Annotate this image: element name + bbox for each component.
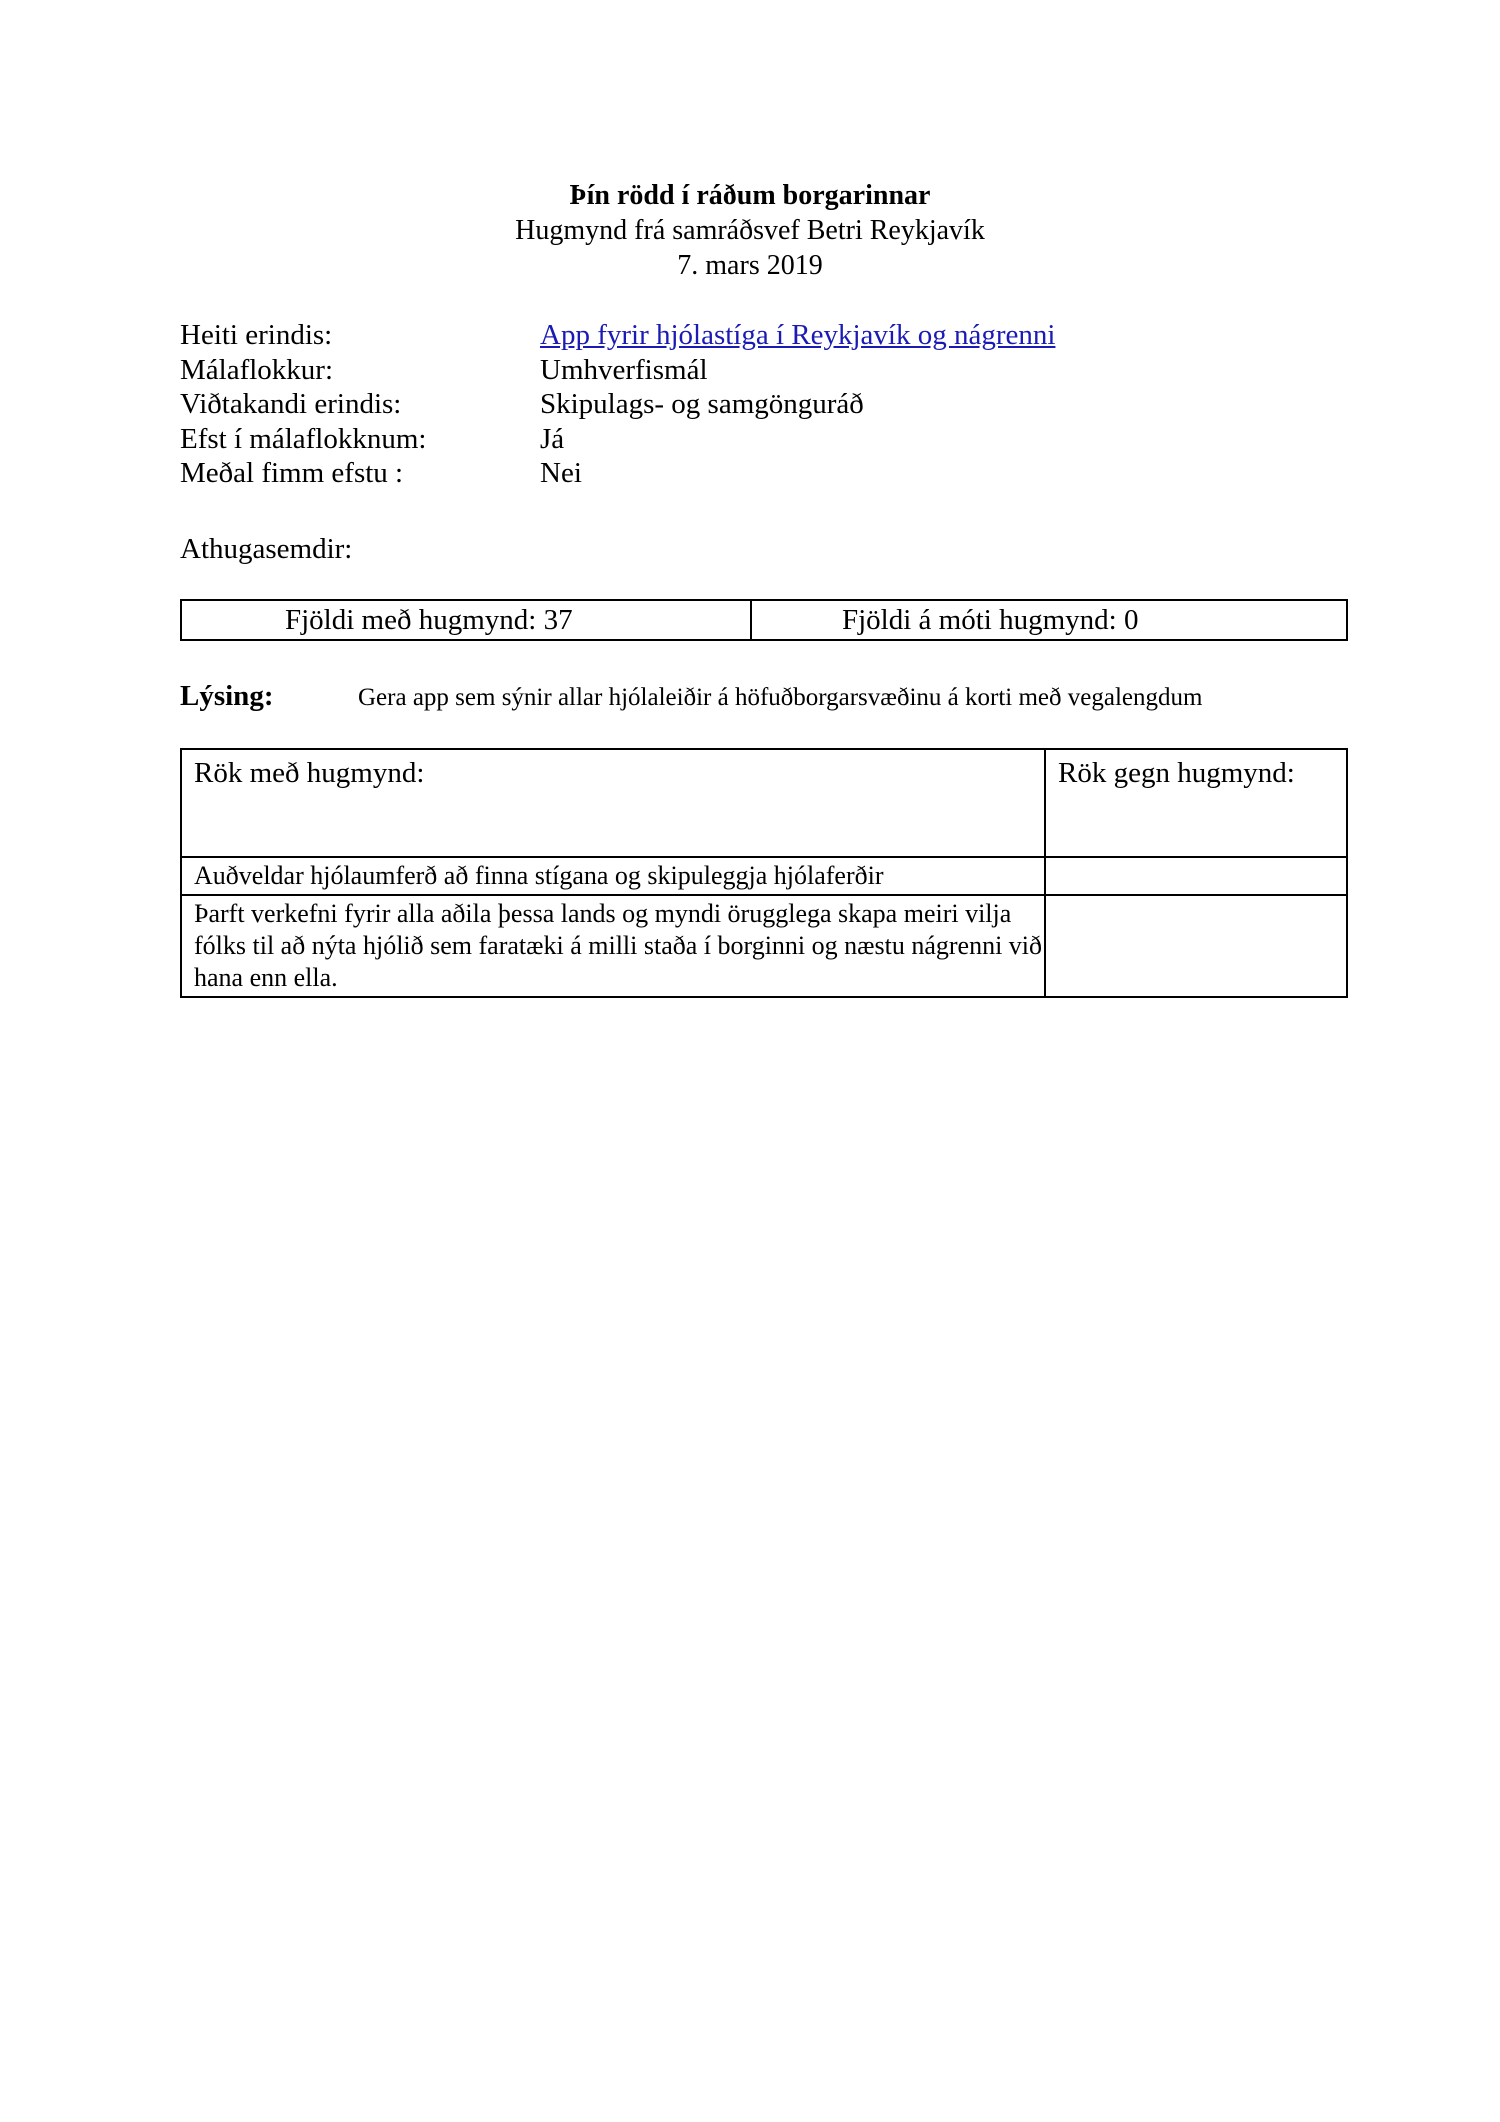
meta-label: Efst í málaflokknum: [180, 422, 427, 455]
document-date: 7. mars 2019 [677, 250, 823, 281]
document-subtitle: Hugmynd frá samráðsvef Betri Reykjavík [515, 215, 985, 246]
meta-label: Málaflokkur: [180, 353, 334, 386]
table-row [181, 857, 1347, 895]
table-row [181, 895, 1347, 997]
description-label: Lýsing: [180, 680, 274, 712]
document-header [0, 178, 1500, 283]
metadata-list [180, 318, 1350, 491]
meta-label: Meðal fimm efstu : [180, 457, 404, 489]
arguments-for-header: Rök með hugmynd: [181, 749, 1045, 857]
meta-row-top-in-category [180, 422, 1350, 457]
meta-value: Nei [540, 457, 582, 489]
argument-for-cell: Auðveldar hjólaumferð að finna stígana og skipuleggja hjólaferðir [181, 857, 1045, 895]
votes-against-cell: Fjöldi á móti hugmynd: 0 [751, 600, 1347, 640]
meta-value: Skipulags- og samgönguráð [540, 388, 864, 420]
meta-value: Já [540, 422, 565, 455]
meta-label: Heiti erindis: [180, 319, 333, 351]
meta-row-recipient [180, 387, 1350, 422]
argument-against-cell [1045, 857, 1347, 895]
votes-for-cell: Fjöldi með hugmynd: 37 [181, 600, 751, 640]
meta-row-category [180, 353, 1350, 388]
description-text: Gera app sem sýnir allar hjólaleiðir á höfuðborgarsvæðinu á korti með vegalengdum [358, 684, 1203, 711]
idea-title-link[interactable]: App fyrir hjólastíga í Reykjavík og nágrenni [540, 319, 1056, 351]
meta-value: Umhverfismál [540, 353, 708, 386]
meta-row-title [180, 318, 1350, 353]
notes-label: Athugasemdir: [180, 533, 353, 565]
arguments-table [180, 748, 1348, 998]
votes-table [180, 599, 1348, 641]
document-title: Þín rödd í ráðum borgarinnar [569, 180, 931, 211]
arguments-against-header: Rök gegn hugmynd: [1045, 749, 1347, 857]
meta-row-top-five [180, 456, 1350, 491]
description [180, 678, 1350, 716]
argument-against-cell [1045, 895, 1347, 997]
meta-label: Viðtakandi erindis: [180, 388, 402, 420]
argument-for-cell: Þarft verkefni fyrir alla aðila þessa lands og myndi örugglega skapa meiri vilja fólks til að nýta hjólið sem faratæki á milli staða í borginni og næstu nágrenni við hana enn ella. [181, 895, 1045, 997]
